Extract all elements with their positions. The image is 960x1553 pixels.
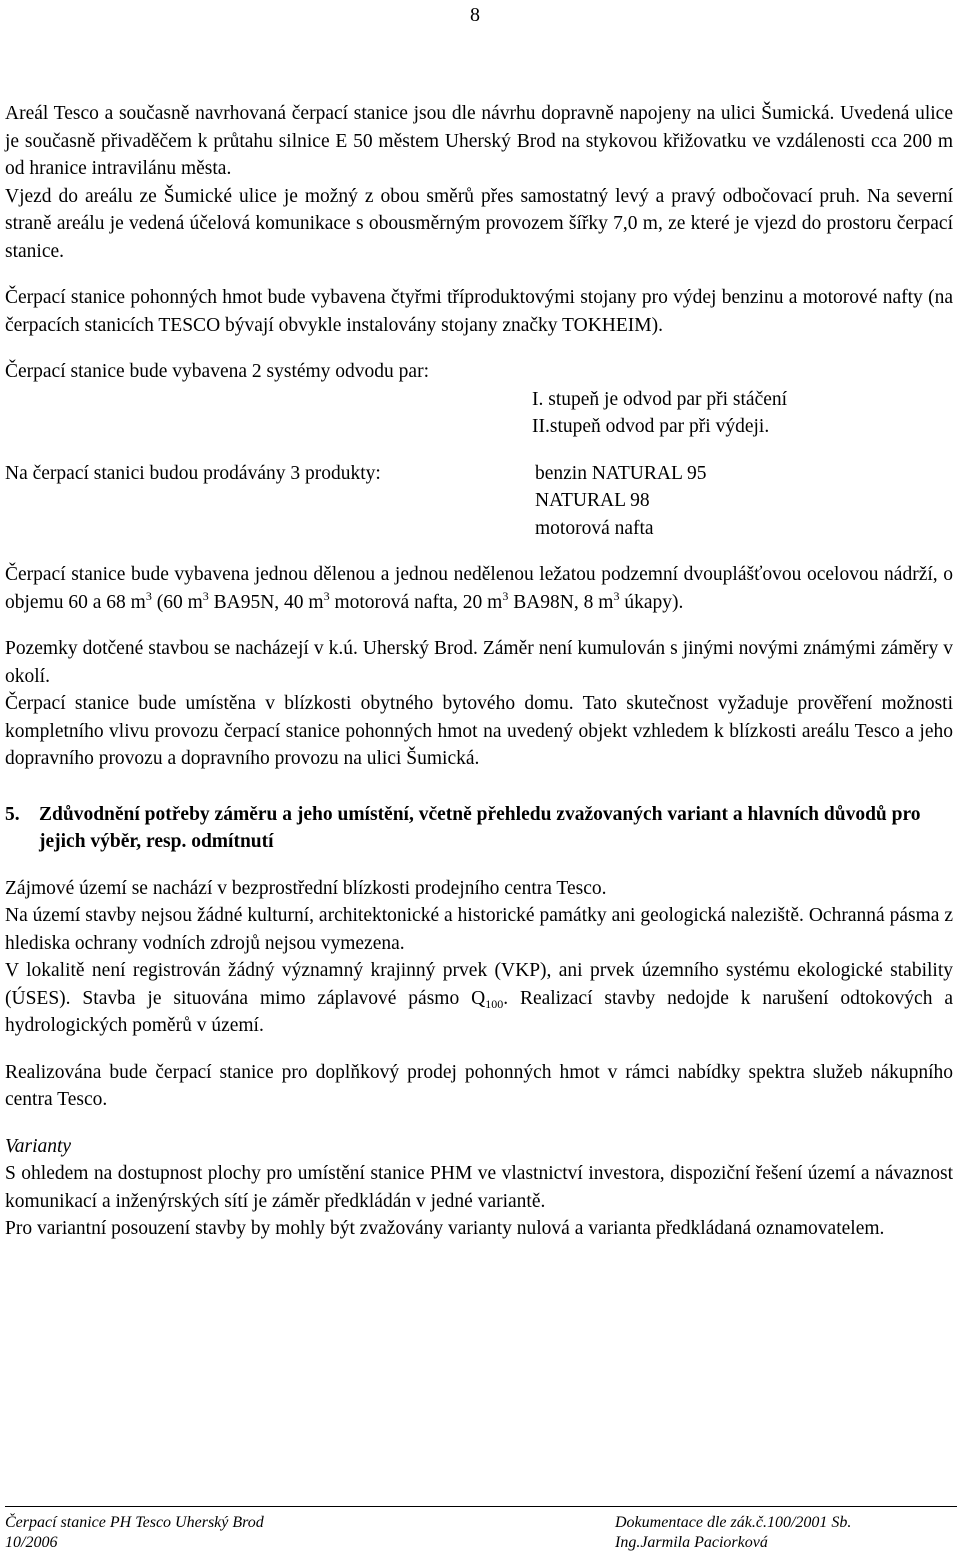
paragraph-access: Areál Tesco a současně navrhovaná čerpací stanice jsou dle návrhu dopravně napojeny na ulici Šumická. Uvedená ulice je současně přivaděčem k průtahu silnice E 50 městem Uherský Brod na stykovou křižovatku ve vzdálenosti cca 200 m od hranice intravilánu města. <box>5 103 953 179</box>
products-list <box>535 460 707 543</box>
list-item: motorová nafta <box>535 517 654 539</box>
page-number: 8 <box>470 4 480 26</box>
paragraph-entry: Vjezd do areálu ze Šumické ulice je možný z obou směrů přes samostatný levý a pravý odbočovací pruh. Na severní straně areálu je vedená účelová komunikace s obousměrným provozem šířky 7,0 m, ze které je vjezd do prostoru čerpací stanice. <box>5 185 953 262</box>
list-item: NATURAL 98 <box>535 490 650 511</box>
footer-project: Čerpací stanice PH Tesco Uherský Brod <box>5 1514 264 1531</box>
products-block <box>5 460 953 543</box>
list-item: I. stupeň je odvod par při stáčení <box>532 388 788 410</box>
paragraph-land: Pozemky dotčené stavbou se nacházejí v k.ú. Uherský Brod. Záměr není kumulován s jinými novými známými záměry v okolí. <box>5 638 953 687</box>
paragraph-dispensers: Čerpací stanice pohonných hmot bude vybavena čtyřmi tříproduktovými stojany pro výdej benzinu a motorové nafty (na čerpacích stanicích TESCO bývají obvykle instalovány stojany značky TOKHEIM). <box>5 287 953 336</box>
paragraph-monuments: Na území stavby nejsou žádné kulturní, architektonické a historické památky ani geologická naleziště. Ochranná pásma z hlediska ochrany vodních zdrojů nejsou vymezena. <box>5 905 953 954</box>
paragraph-tanks: Čerpací stanice bude vybavena jednou dělenou a jednou nedělenou ležatou podzemní dvouplášťovou ocelovou nádrží, o objemu 60 a 68 $m^3$ (60 $m^3$ BA95N, 40 $m^3$ motorová nafta, 20 $m^3$ BA98N, 8 $m^3$ úkapy). <box>5 564 953 613</box>
paragraph-area: Zájmové území se nachází v bezprostřední blízkosti prodejního centra Tesco. <box>5 877 607 899</box>
section-heading <box>5 801 953 856</box>
paragraph-vapour-intro: Čerpací stanice bude vybavena 2 systémy odvodu par: <box>5 361 430 382</box>
list-item: II.stupeň odvod par při výdeji. <box>532 416 770 437</box>
section-title: Zdůvodnění potřeby záměru a jeho umístění, včetně přehledu zvažovaných variant a hlavních důvodů pro jejich výběr, resp. odmítnutí <box>39 803 921 852</box>
list-item: benzin NATURAL 95 <box>535 462 707 484</box>
footer-date: 10/2006 <box>5 1534 58 1551</box>
paragraph-ecology: V lokalitě není registrován žádný významný krajinný prvek (VKP), ani prvek územního systému ekologické stability (ÚSES). Stavba je situována mimo záplavové pásmo $Q_{100}$. Realizací stavby nedojde k narušení odtokových a hydrologických poměrů v území. <box>5 960 953 1036</box>
paragraph-residential: Čerpací stanice bude umístěna v blízkosti obytného bytového domu. Tato skutečnost vyžaduje prověření možnosti kompletního vlivu provozu čerpací stanice pohonných hmot na uvedený objekt vzhledem k blízkosti areálu Tesco a jeho dopravního provozu a dopravního provozu na ulici Šumická. <box>5 693 953 769</box>
paragraph-variant-one: S ohledem na dostupnost plochy pro umístění stanice PHM ve vlastnictví investora, dispoziční řešení území a návaznost komunikací a inženýrských sítí je záměr předkládán v jedné variantě. <box>5 1163 953 1212</box>
vapour-list <box>532 386 953 441</box>
footer-legal: Dokumentace dle zák.č.100/2001 Sb. <box>615 1514 852 1531</box>
paragraph-realization: Realizována bude čerpací stanice pro doplňkový prodej pohonných hmot v rámci nabídky spektra služeb nákupního centra Tesco. <box>5 1061 953 1110</box>
section-number: 5. <box>5 803 20 825</box>
document-body <box>5 100 953 1243</box>
varianty-heading: Varianty <box>5 1135 72 1157</box>
footer-divider <box>5 1506 957 1507</box>
footer-author: Ing.Jarmila Paciorková <box>615 1534 768 1551</box>
products-label: Na čerpací stanici budou prodávány 3 produkty: <box>5 462 381 484</box>
paragraph-variant-two: Pro variantní posouzení stavby by mohly být zvažovány varianty nulová a varianta předkládaná oznamovatelem. <box>5 1218 885 1239</box>
